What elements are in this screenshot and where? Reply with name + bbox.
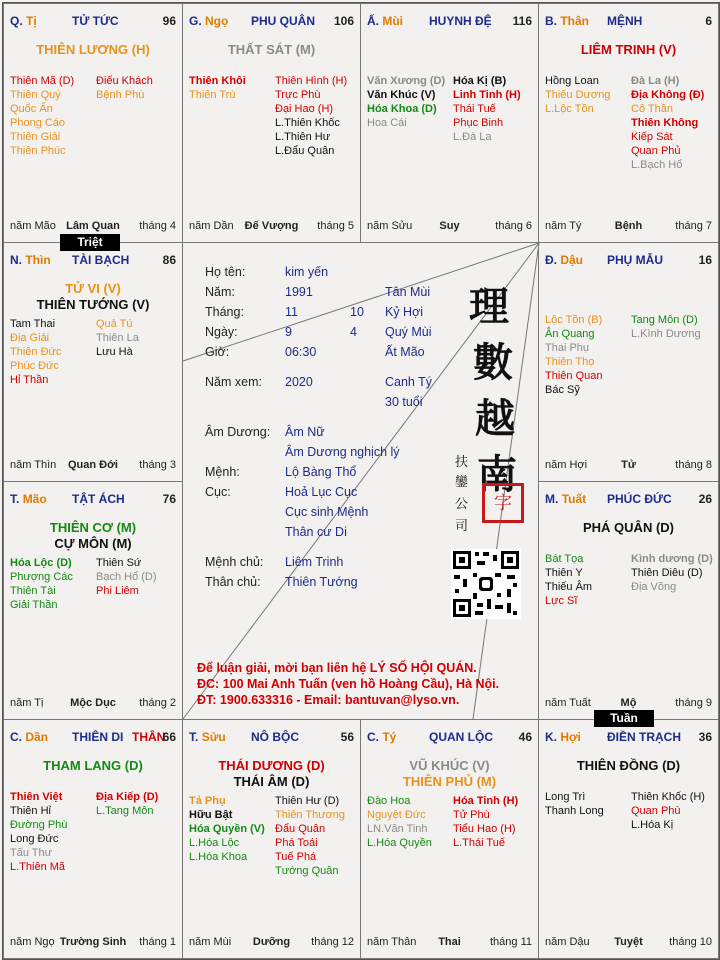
minor-star: L.Hóa Khoa <box>189 851 248 863</box>
footer-year: năm Sửu <box>367 220 413 232</box>
star-list-right <box>96 556 157 598</box>
minor-star: Long Trì <box>545 791 586 803</box>
star-list-right <box>275 74 347 158</box>
minor-star: Hóa Khoa (D) <box>367 103 437 115</box>
footer-stage: Mộ <box>620 697 637 709</box>
main-star: THIÊN PHỦ (M) <box>402 774 497 789</box>
palace-stem-branch: Đ. Dậu <box>545 253 584 267</box>
footer-stage: Trường Sinh <box>59 936 127 948</box>
footer-stage: Tử <box>621 459 636 471</box>
minor-star: Hồng Loan <box>545 75 599 87</box>
ngay-value: 9 <box>285 325 292 339</box>
minor-star: Nguyệt Đức <box>367 809 426 821</box>
than-marker: THÂN <box>132 730 166 744</box>
gio-label: Giờ: <box>205 345 230 359</box>
nam-am: Tân Mùi <box>385 285 431 299</box>
footer-month: tháng 12 <box>311 936 354 948</box>
minor-star: Bát Tọa <box>545 553 584 565</box>
ngay-am: Quý Mùi <box>385 325 432 339</box>
palace-name: TẬT ÁCH <box>72 492 125 506</box>
minor-star: Hóa Kị (B) <box>453 75 507 87</box>
minor-star: Thiên Tài <box>10 585 56 597</box>
main-star: CỰ MÔN (M) <box>54 536 132 551</box>
minor-star: Bạch Hổ (D) <box>96 571 157 583</box>
star-list-right <box>275 794 345 878</box>
star-list-right <box>631 790 705 832</box>
gio-value: 06:30 <box>285 345 317 359</box>
main-star: THIÊN LƯƠNG (H) <box>36 42 150 57</box>
cuc-label: Cục: <box>205 485 231 499</box>
minor-star: Tử Phù <box>453 809 490 821</box>
ngay-label: Ngày: <box>205 325 238 339</box>
palace-stem-branch: T. Sửu <box>189 730 226 744</box>
minor-star: Tam Thai <box>10 318 56 330</box>
palace-name: HUYNH ĐỆ <box>429 14 492 28</box>
footer-year: năm Hợi <box>545 459 588 471</box>
dai-han-number: 96 <box>162 14 176 28</box>
main-star: PHÁ QUÂN (D) <box>583 520 674 535</box>
footer-month: tháng 5 <box>317 220 354 232</box>
footer-year: năm Thân <box>367 936 417 948</box>
minor-star: Linh Tinh (H) <box>453 89 521 101</box>
dai-han-number: 106 <box>333 14 354 28</box>
minor-star: Phong Cáo <box>10 117 66 129</box>
minor-star: Tang Môn (D) <box>631 314 698 326</box>
minor-star: Thiên Hỉ <box>10 805 51 817</box>
thang-am-num: 10 <box>350 305 364 319</box>
star-list-right <box>96 317 139 359</box>
minor-star: Bệnh Phù <box>96 89 145 101</box>
red-seal-stamp: 字 <box>482 483 524 523</box>
dai-han-number: 6 <box>705 14 712 28</box>
minor-star: Thiên Phúc <box>10 145 66 157</box>
star-list-left <box>10 790 67 874</box>
thang-label: Tháng: <box>205 305 244 319</box>
minor-star: Thiên Mã (D) <box>10 75 75 87</box>
ho-ten-label: Họ tên: <box>205 265 246 279</box>
contact-address: ĐC: 100 Mai Anh Tuấn (ven hồ Hoàng Cầu), Hà Nội. <box>197 677 500 691</box>
tuan-tag: Tuần <box>594 710 654 727</box>
palace-stem-branch: G. Ngọ <box>189 14 229 28</box>
minor-star: L.Bạch Hổ <box>631 159 683 171</box>
palace-stem-branch: Q. Tị <box>10 14 37 28</box>
gio-am: Ất Mão <box>385 345 425 359</box>
minor-star: L.Thiên Hư <box>275 131 331 143</box>
minor-star: L.Thiên Mã <box>10 861 66 873</box>
palace-name: QUAN LỘC <box>429 730 493 744</box>
palace-name: MỆNH <box>607 14 643 28</box>
am-duong-label: Âm Dương: <box>205 425 271 439</box>
main-star: THAM LANG (D) <box>43 758 143 773</box>
main-star: THÁI DƯƠNG (D) <box>218 758 325 773</box>
nam-xem-label: Năm xem: <box>205 375 262 389</box>
minor-star: L.Lộc Tồn <box>545 103 594 115</box>
minor-star: Thiên Đức <box>10 346 62 358</box>
minor-star: Quan Phủ <box>631 145 681 157</box>
minor-star: Hỉ Thần <box>10 374 49 386</box>
minor-star: Thai Phụ <box>545 342 590 354</box>
palace-name: PHU QUÂN <box>251 14 316 28</box>
minor-star: Quốc Ấn <box>10 103 53 115</box>
minor-star: Cô Thần <box>631 103 673 115</box>
footer-stage: Suy <box>439 220 460 232</box>
palace-thin[interactable] <box>3 242 183 482</box>
dai-han-number: 76 <box>162 492 176 506</box>
footer-year: năm Dậu <box>545 936 590 948</box>
star-list-left <box>367 794 432 850</box>
minor-star: Điếu Khách <box>96 75 153 87</box>
minor-star: Kình dương (D) <box>631 553 713 565</box>
palace-name: PHÚC ĐỨC <box>607 492 672 506</box>
palace-hoi[interactable] <box>538 719 719 959</box>
contact-line-1: Để luận giải, mời bạn liên hệ LÝ SỐ HỘI QUÁN. <box>197 661 477 675</box>
minor-star: Hữu Bật <box>189 809 233 821</box>
main-star: THẤT SÁT (M) <box>227 42 316 57</box>
minor-star: Lưu Hà <box>96 346 133 358</box>
minor-star: Thiên Không <box>631 117 699 129</box>
footer-month: tháng 11 <box>489 936 532 948</box>
contact-phone-email[interactable]: ĐT: 1900.633316 - Email: bantuvan@lyso.vn. <box>197 693 460 707</box>
minor-star: Thiếu Âm <box>545 581 593 593</box>
cuc-3: Thân cư Di <box>285 525 347 539</box>
footer-year: năm Tị <box>10 697 44 709</box>
minor-star: Thiên Sứ <box>96 557 142 569</box>
cuc-2: Cục sinh Mệnh <box>285 505 369 519</box>
footer-month: tháng 7 <box>675 220 712 232</box>
star-list-left <box>10 74 74 158</box>
footer-month: tháng 9 <box>675 697 712 709</box>
calligraphy-small-4: 司 <box>455 519 469 534</box>
star-list-left <box>189 74 246 102</box>
minor-star: Đẩu Quân <box>275 823 326 835</box>
minor-star: Quả Tú <box>96 318 133 330</box>
minor-star: Thiên Hình (H) <box>275 75 348 87</box>
nam-xem-am: Canh Tý <box>385 375 433 389</box>
star-list-left <box>189 794 265 864</box>
calligraphy-small-3: 公 <box>455 497 469 512</box>
main-star: THÁI ÂM (D) <box>233 774 310 789</box>
minor-star: Phục Binh <box>453 117 504 129</box>
star-list-right <box>453 74 521 144</box>
star-list-left <box>367 74 445 130</box>
minor-star: Long Đức <box>10 833 59 845</box>
footer-stage: Dưỡng <box>252 936 291 948</box>
palace-suu[interactable] <box>182 719 361 959</box>
main-star: THIÊN CƠ (M) <box>49 520 137 535</box>
palace-tuat[interactable] <box>538 481 719 720</box>
minor-star: L.Thiên Khốc <box>275 117 340 129</box>
footer-month: tháng 10 <box>669 936 712 948</box>
palace-name: NÔ BỘC <box>251 730 299 744</box>
minor-star: Phúc Đức <box>10 360 59 372</box>
minor-star: Thanh Long <box>545 805 604 817</box>
minor-star: Thiên Hư (D) <box>275 795 340 807</box>
palace-mao[interactable] <box>3 481 183 720</box>
am-duong-2: Âm Dương nghịch lý <box>285 445 400 459</box>
minor-star: Thiên Y <box>545 567 583 579</box>
minor-star: Hóa Lộc (D) <box>10 557 72 569</box>
footer-stage: Quan Đới <box>68 459 118 471</box>
than-chu-value: Thiên Tướng <box>285 575 358 589</box>
ngay-am-num: 4 <box>350 325 357 339</box>
nam-xem-value: 2020 <box>285 375 313 389</box>
minor-star: Ân Quang <box>545 328 595 340</box>
palace-name: PHỤ MẪU <box>607 253 663 267</box>
palace-dau[interactable] <box>538 242 719 482</box>
footer-month: tháng 1 <box>139 936 176 948</box>
footer-year: năm Thìn <box>10 459 57 471</box>
main-star: LIÊM TRINH (V) <box>580 42 677 57</box>
palace-stem-branch: T. Mão <box>10 492 47 506</box>
footer-month: tháng 8 <box>675 459 712 471</box>
minor-star: Địa Võng <box>631 581 677 593</box>
minor-star: Đại Hao (H) <box>275 103 334 115</box>
dai-han-number: 16 <box>698 253 712 267</box>
star-list-right <box>631 74 704 172</box>
footer-stage: Lâm Quan <box>66 220 120 232</box>
minor-star: L.Hóa Quyền <box>367 837 432 849</box>
minor-star: Giải Thần <box>10 599 58 611</box>
main-star: THIÊN TƯỚNG (V) <box>36 297 150 312</box>
palace-name: THIÊN DI <box>72 730 124 744</box>
minor-star: Địa Giải <box>10 332 50 344</box>
dai-han-number: 36 <box>698 730 712 744</box>
footer-month: tháng 6 <box>495 220 532 232</box>
dai-han-number: 26 <box>698 492 712 506</box>
footer-year: năm Ngọ <box>10 936 55 948</box>
palace-mui[interactable] <box>360 3 539 243</box>
star-list-right <box>631 313 701 341</box>
palace-stem-branch: Ấ. Mùi <box>367 14 404 28</box>
palace-ngo[interactable] <box>182 3 361 243</box>
footer-year: năm Tý <box>545 220 582 232</box>
minor-star: Thiên Thương <box>275 809 346 821</box>
footer-month: tháng 3 <box>139 459 176 471</box>
minor-star: L.Đà La <box>453 131 492 143</box>
minor-star: Phượng Các <box>10 571 73 583</box>
minor-star: L.Kình Dương <box>631 328 701 340</box>
calligraphy-small-1: 扶 <box>455 455 469 470</box>
minor-star: Thiên Thọ <box>545 356 595 368</box>
tuoi: 30 tuổi <box>385 395 423 409</box>
menh-label: Mệnh: <box>205 465 240 479</box>
palace-name: TỬ TỨC <box>72 14 119 28</box>
footer-year: năm Tuất <box>545 697 591 709</box>
palace-name: ĐIỀN TRẠCH <box>607 730 681 744</box>
minor-star: Đào Hoa <box>367 795 411 807</box>
nam-value: 1991 <box>285 285 313 299</box>
calligraphy-char-4: 南 <box>477 451 517 498</box>
minor-star: Phi Liêm <box>96 585 139 597</box>
minor-star: Phá Toái <box>275 837 318 849</box>
minor-star: Thiên Việt <box>10 791 63 803</box>
footer-stage: Đế Vượng <box>244 220 299 232</box>
qr-code[interactable] <box>451 549 521 619</box>
footer-year: năm Mão <box>10 220 56 232</box>
star-list-left <box>545 552 592 608</box>
footer-year: năm Mùi <box>189 936 232 948</box>
minor-star: Tiểu Hao (H) <box>453 823 516 835</box>
ho-ten-value: kim yến <box>285 265 329 279</box>
minor-star: Thiên Diêu (D) <box>631 567 703 579</box>
star-list-left <box>545 313 602 397</box>
star-list-right <box>96 790 158 818</box>
triet-tag: Triệt <box>60 234 120 251</box>
palace-ty[interactable] <box>360 719 539 959</box>
minor-star: Văn Khúc (V) <box>367 89 436 101</box>
minor-star: Thiên Quý <box>10 89 61 101</box>
menh-chu-label: Mệnh chủ: <box>205 555 264 569</box>
minor-star: Tấu Thư <box>10 847 53 859</box>
minor-star: Kiếp Sát <box>631 131 673 143</box>
palace-stem-branch: M. Tuất <box>545 492 587 506</box>
minor-star: Trực Phù <box>275 89 321 101</box>
star-list-right <box>453 794 518 850</box>
minor-star: Đà La (H) <box>631 75 680 87</box>
main-star: TỬ VI (V) <box>65 281 121 296</box>
minor-star: Quan Phù <box>631 805 681 817</box>
palace-stem-branch: K. Hợi <box>545 730 581 744</box>
minor-star: LN.Văn Tinh <box>367 823 428 835</box>
thang-am: Kỷ Hợi <box>385 305 424 319</box>
minor-star: Thái Tuế <box>453 103 496 115</box>
minor-star: Địa Không (Đ) <box>631 89 705 101</box>
minor-star: Lực Sĩ <box>545 595 578 607</box>
star-list-right <box>631 552 713 594</box>
star-list-left <box>545 790 604 818</box>
main-star: THIÊN ĐỒNG (D) <box>576 758 681 773</box>
palace-stem-branch: N. Thìn <box>10 253 51 267</box>
dai-han-number: 46 <box>518 730 532 744</box>
dai-han-number: 66 <box>162 730 176 744</box>
calligraphy-char-1: 理 <box>469 283 509 330</box>
footer-stage: Tuyệt <box>614 936 643 948</box>
am-duong-value: Âm Nữ <box>285 425 325 439</box>
minor-star: Tả Phụ <box>189 795 226 807</box>
cuc-value: Hoả Lục Cục <box>285 485 358 499</box>
thang-value: 11 <box>285 305 298 319</box>
footer-month: tháng 4 <box>139 220 176 232</box>
minor-star: Thiếu Dương <box>545 89 611 101</box>
minor-star: Lộc Tồn (B) <box>545 314 603 326</box>
minor-star: Thiên La <box>96 332 139 344</box>
minor-star: Hoa Cái <box>367 117 407 129</box>
palace-name: TÀI BẠCH <box>72 253 130 267</box>
calligraphy-char-3: 越 <box>475 395 515 442</box>
palace-dan[interactable] <box>3 719 183 959</box>
palace-stem-branch: C. Tý <box>367 730 397 744</box>
minor-star: Hóa Tinh (H) <box>453 795 519 807</box>
minor-star: Thiên Trù <box>189 89 236 101</box>
minor-star: L.Đẩu Quân <box>275 145 335 157</box>
minor-star: Thiên Khôi <box>189 75 246 87</box>
calligraphy-small-2: 鑾 <box>455 475 469 490</box>
main-star: VŨ KHÚC (V) <box>409 758 490 773</box>
nam-label: Năm: <box>205 285 235 299</box>
minor-star: Tướng Quân <box>275 865 339 877</box>
palace-ti[interactable] <box>3 3 183 243</box>
minor-star: Địa Kiếp (D) <box>96 791 159 803</box>
footer-stage: Mộc Dục <box>70 697 116 709</box>
star-list-left <box>10 317 61 387</box>
dai-han-number: 116 <box>512 14 532 28</box>
star-list-left <box>545 74 610 116</box>
star-list-right <box>96 74 153 102</box>
minor-star: L.Hóa Kị <box>631 819 674 831</box>
minor-star: Bác Sỹ <box>545 384 580 396</box>
minor-star: Thiên Quan <box>545 370 603 382</box>
minor-star: L.Hóa Lộc <box>189 837 240 849</box>
footer-stage: Bệnh <box>614 220 643 232</box>
minor-star: Tuế Phá <box>275 851 317 863</box>
minor-star: Đường Phù <box>10 819 68 831</box>
star-list-left <box>10 556 73 612</box>
dai-han-number: 86 <box>162 253 176 267</box>
palace-than[interactable] <box>538 3 719 243</box>
menh-chu-value: Liêm Trinh <box>285 555 344 569</box>
minor-star: Thiên Khốc (H) <box>631 791 705 803</box>
palace-stem-branch: B. Thân <box>545 14 590 28</box>
minor-star: Hóa Quyền (V) <box>189 823 265 835</box>
footer-month: tháng 2 <box>139 697 176 709</box>
minor-star: Văn Xương (D) <box>367 75 446 87</box>
tu-vi-chart <box>2 2 720 960</box>
minor-star: L.Tang Môn <box>96 805 154 817</box>
than-chu-label: Thân chủ: <box>205 575 261 589</box>
footer-stage: Thai <box>438 936 461 948</box>
minor-star: Thiên Giải <box>10 131 61 143</box>
footer-year: năm Dần <box>189 220 234 232</box>
minor-star: L.Thái Tuế <box>453 837 505 849</box>
menh-value: Lộ Bàng Thổ <box>285 465 357 479</box>
calligraphy-char-2: 數 <box>473 339 513 386</box>
dai-han-number: 56 <box>340 730 354 744</box>
palace-stem-branch: C. Dần <box>10 730 49 744</box>
